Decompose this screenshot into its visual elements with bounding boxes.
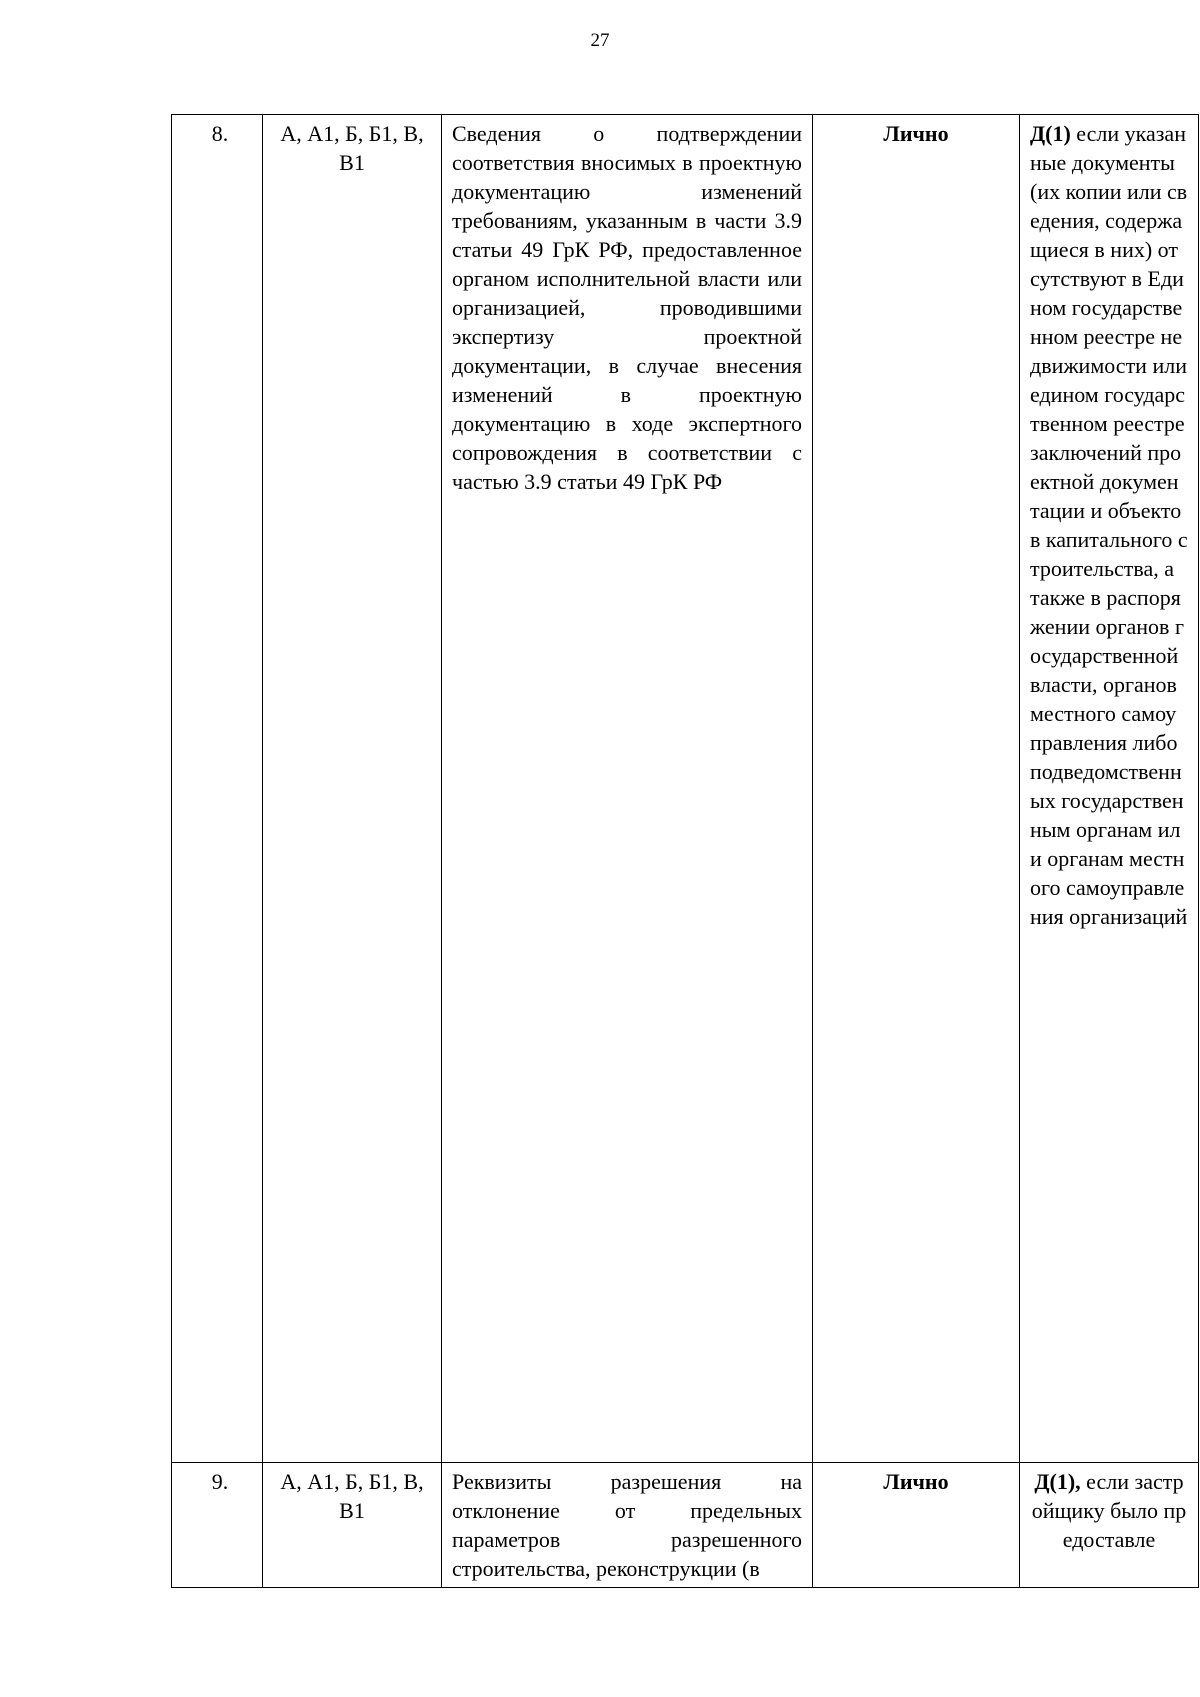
- description-cell: Сведения о подтверждении соответствия вносимых в проектную документацию изменений требованиям, указанным в части 3.9 статьи 49 ГрК РФ, предоставленное органом исполнительной власти или организацией, проводившими экспертизу проектной документации, в случае внесения изменений в проектную документацию в ходе экспертного сопровождения в соответствии с частью 3.9 статьи 49 ГрК РФ: [442, 115, 813, 1463]
- row-number: 9.: [211, 1469, 229, 1494]
- description-text: Реквизиты разрешения на отклонение от предельных параметров разрешенного строительства, реконструкции (в: [452, 1469, 802, 1581]
- note-lead: Д(1),: [1034, 1469, 1081, 1494]
- row-number: 8.: [211, 121, 229, 146]
- categories-cell: А, А1, Б, Б1, В, В1: [263, 1463, 442, 1588]
- page-number: 27: [590, 30, 610, 51]
- note-cell: [1020, 1463, 1199, 1588]
- note-text: если застройщику было предоставле: [1031, 1469, 1187, 1552]
- submission-cell: Лично: [813, 1463, 1020, 1588]
- categories-cell: А, А1, Б, Б1, В, В1: [263, 115, 442, 1463]
- description-cell: [442, 1463, 813, 1588]
- requirements-table: [171, 114, 1199, 1588]
- table-row: [172, 115, 1199, 1463]
- note-text-wrap: [1030, 1467, 1188, 1583]
- submission-cell: Лично: [813, 115, 1020, 1463]
- row-number-cell: [172, 1463, 263, 1588]
- note-lead: Д(1): [1030, 121, 1071, 146]
- row-number-cell: [172, 115, 263, 1463]
- note-text: если указанные документы (их копии или сведения, содержащиеся в них) отсутствуют в Едином государственном реестре недвижимости или едином государственном реестре заключений проектной документации и объектов капитального строительства, а также в распоряжении органов государственной власти, органов местного самоуправления либо подведомственных государственным органам или органам местного самоуправления организаций: [1030, 121, 1188, 929]
- table-row: [172, 1463, 1199, 1588]
- note-cell: [1020, 115, 1199, 1463]
